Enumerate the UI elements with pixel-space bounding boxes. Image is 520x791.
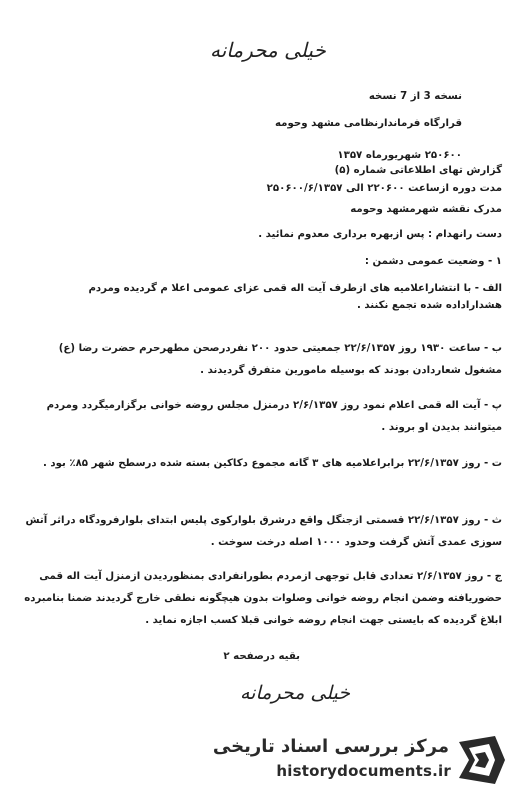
archive-logo-icon	[455, 734, 509, 786]
section-heading: ۱ - وضعیت عمومی دشمن :	[364, 256, 502, 267]
copy-number: نسخه 3 از 7 نسخه	[368, 91, 462, 102]
archive-watermark	[212, 728, 515, 784]
report-map: مدرک نقشه شهرمشهد وحومه	[350, 204, 502, 215]
archive-url[interactable]: historydocuments.ir	[276, 762, 451, 780]
report-item-pe: پ - آیت اله قمی اعلام نمود روز ۲/۶/۱۳۵۷ درمنزل مجلس روضه خوانی برگزارمیگردد ومردم میتوانند بدیدن او بروند .	[46, 400, 502, 433]
report-item-be: ب - ساعت ۱۹۳۰ روز ۲۲/۶/۱۳۵۷ جمعیتی حدود ۲۰۰ نفردرصحن مطهرحرم حضرت رضا (ع) مشغول شعاردادن بودند که بوسیله مامورین متفرق گردیدند .	[58, 343, 502, 376]
report-recipients: دست رانهدام : پس ازبهره برداری معدوم نمائید .	[258, 229, 502, 240]
report-item-te: ت - روز ۲۲/۶/۱۳۵۷ برابراعلامیه های ۳ گانه مجموع دکاکین بسته شده درسطح شهر ۸۵٪ بود .	[42, 458, 502, 469]
report-item-jim: ج - روز ۲/۶/۱۳۵۷ تعدادی قابل توجهی ازمردم بطورانفرادی بمنظوردیدن ازمنزل آیت اله قمی حضوریافته وضمن انجام روضه خوانی وصلوات بدون هیچگونه نطقی خارج گردیدند ضمنا بنامبرده ابلاغ گردیده که بایستی جهت انجام روضه خوانی قبلا کسب اجازه نماید .	[24, 571, 502, 626]
classification-stamp-bottom: خیلی محرمانه	[240, 682, 351, 704]
continued-note: بقیه درصفحه ۲	[223, 651, 300, 662]
report-item-alef: الف - با انتشاراعلامیه های ازطرف آیت اله قمی عزای عمومی اعلا م گردیده ومردم هشداراداده شده تجمع نکنند .	[88, 283, 502, 311]
archive-name: مرکز بررسی اسناد تاریخی	[212, 736, 449, 757]
report-title: گزارش تهای اطلاعاتی شماره (۵)	[334, 165, 502, 176]
report-item-se: ث - روز ۲۲/۶/۱۳۵۷ قسمتی ازجنگل واقع درشرق بلوارکوی پلیس ابتدای بلوارفرودگاه دراثر آتش سوزی عمدی آتش گرفت وحدود ۱۰۰۰ اصله درخت سوخت .	[25, 515, 502, 548]
sender: قرارگاه فرماندارنظامی مشهد وحومه	[275, 118, 462, 129]
classification-stamp-top: خیلی محرمانه	[210, 38, 326, 62]
reference-number: ۲۵۰۶۰۰ شهریورماه ۱۳۵۷	[337, 150, 462, 161]
report-period: مدت دوره ازساعت ۲۲۰۶۰۰ الی ۲۵۰۶۰۰/۶/۱۳۵۷	[266, 183, 502, 194]
